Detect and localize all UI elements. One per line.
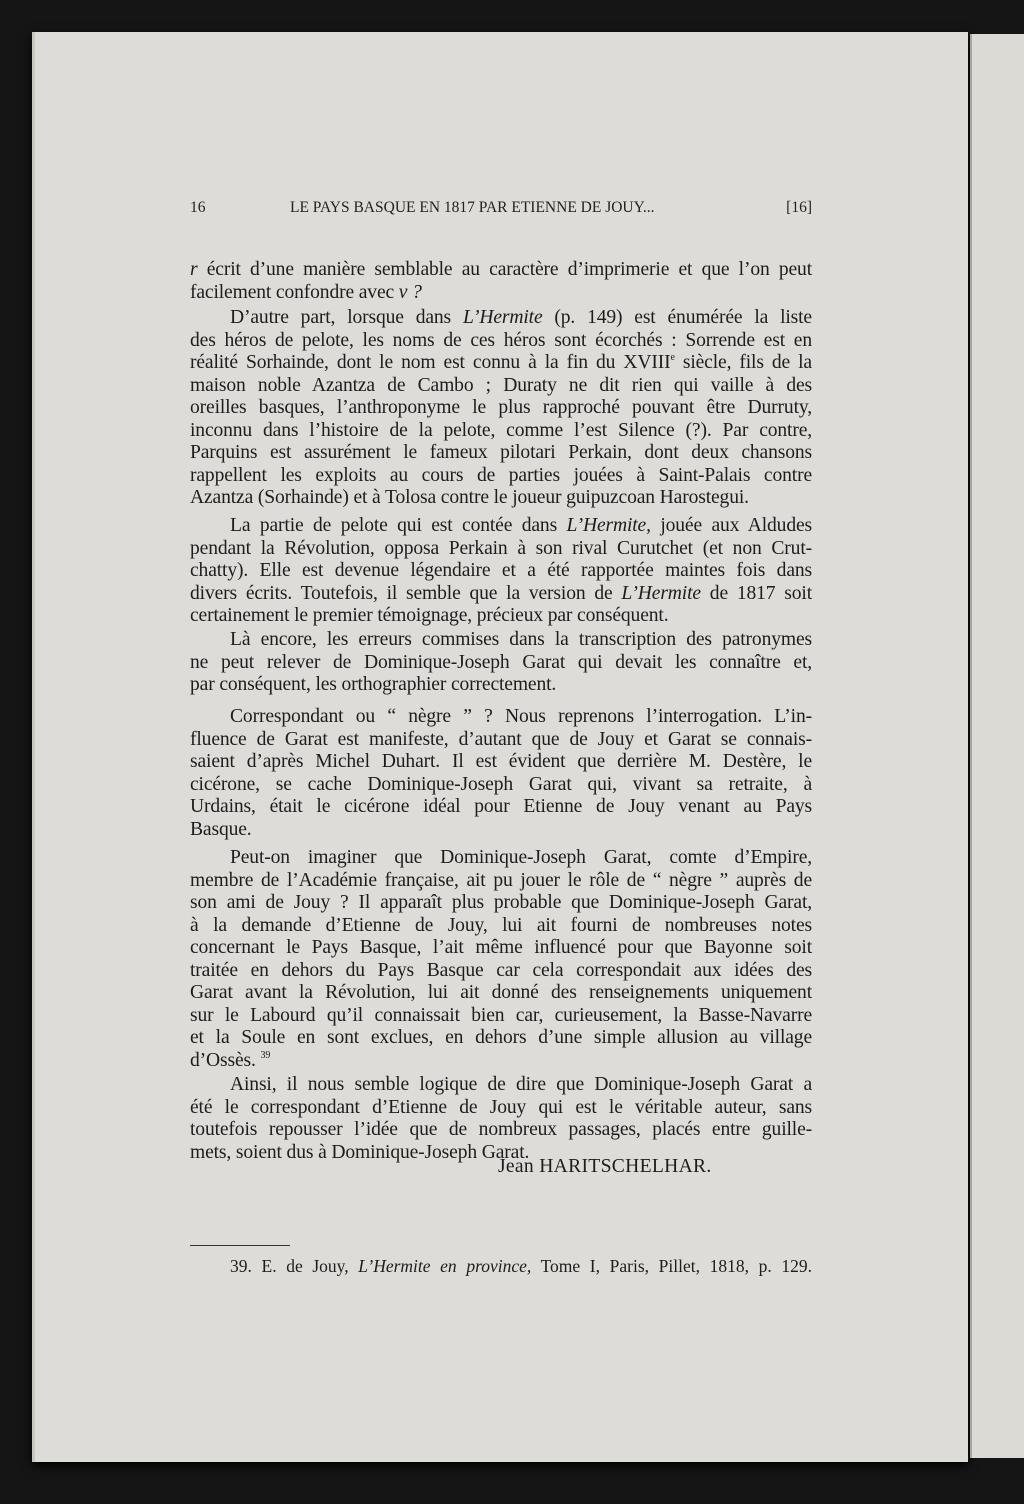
text-line [190, 1119, 812, 1142]
text-run: écrit d’une manière semblable au caractère d’imprimerie et que l’on peut [197, 259, 812, 280]
text-line [190, 870, 812, 893]
paragraph [190, 259, 812, 304]
text-line [190, 605, 812, 628]
running-title: LE PAYS BASQUE EN 1817 PAR ETIENNE DE JOUY... [290, 199, 655, 216]
text-run: Peut-on imaginer que Dominique-Joseph Garat, comte d’Empire, [230, 847, 812, 868]
text-run: à la demande d’Etienne de Jouy, lui ait fourni de nombreuses notes [190, 914, 812, 936]
text-run: 39. E. de Jouy, [230, 1256, 359, 1276]
text-run: membre de l’Académie française, ait pu jouer le rôle de “ nègre ” auprès de [190, 869, 812, 891]
text-line [190, 674, 812, 697]
text-line [190, 892, 812, 915]
text-line [190, 796, 812, 819]
text-run: D’autre part, lorsque dans [230, 307, 463, 328]
text-run: été le correspondant d’Etienne de Jouy qui est le véritable auteur, sans [190, 1096, 812, 1118]
page-reference: [16] [786, 199, 812, 216]
superscript: 39 [260, 1049, 271, 1061]
text-run: Là encore, les erreurs commises dans la transcription des patronymes [230, 629, 812, 650]
text-run: Tome I, Paris, Pillet, 1818, p. 129. [531, 1256, 812, 1276]
paragraph [190, 629, 812, 697]
text-run: inconnu dans l’histoire de la pelote, comme l’est Silence (?). Par contre, [190, 419, 812, 441]
text-run: jouée aux Aldudes [650, 515, 812, 536]
text-run: Correspondant ou “ nègre ” ? Nous reprenons l’interrogation. L’in- [230, 706, 812, 727]
author-signature: Jean HARITSCHELHAR. [498, 1156, 712, 1177]
paragraph [190, 1074, 812, 1164]
text-line [190, 1050, 812, 1073]
text-line [190, 1027, 812, 1050]
text-line [190, 706, 812, 729]
italic-text: r [190, 259, 198, 280]
footnote [230, 1256, 812, 1277]
text-run: réalité Sorhainde, dont le nom est connu à la fin du XVIII [190, 352, 671, 373]
text-run: ne peut relever de Dominique-Joseph Garat qui devait les connaître et, [190, 651, 812, 673]
text-line [190, 729, 812, 752]
paragraph [190, 847, 812, 1072]
text-line [190, 937, 812, 960]
italic-text: v ? [398, 281, 422, 303]
paragraph [190, 515, 812, 628]
text-line [190, 259, 812, 282]
text-line [190, 847, 812, 870]
text-run: traitée en dehors du Pays Basque car cela correspondait aux idées des [190, 959, 812, 981]
text-run: mets, soient dus à Dominique-Joseph Garat. [190, 1141, 530, 1163]
text-run: pendant la Révolution, opposa Perkain à son rival Curutchet (et non Crut- [190, 537, 812, 559]
text-line [190, 352, 812, 375]
italic-text: L’Hermite [462, 307, 543, 328]
text-run: chatty). Elle est devenue légendaire et a été rapportée maintes fois dans [190, 560, 812, 581]
text-line [190, 282, 812, 305]
text-line [190, 375, 812, 398]
text-line [190, 515, 812, 538]
text-line [190, 982, 812, 1005]
text-run: certainement le premier témoignage, précieux par conséquent. [190, 605, 669, 626]
text-run: facilement confondre avec [190, 281, 399, 303]
text-run: de 1817 soit [700, 582, 812, 604]
text-run: La partie de pelote qui est contée dans [230, 515, 567, 536]
text-run: Garat avant la Révolution, lui ait donné des renseignements uniquement [190, 982, 812, 1003]
italic-text: L’Hermite, [566, 515, 651, 536]
text-line [190, 330, 812, 353]
text-run: Ainsi, il nous semble logique de dire que Dominique-Joseph Garat a [230, 1074, 812, 1095]
italic-text: L’Hermite [621, 582, 701, 604]
text-line [190, 1097, 812, 1120]
text-run: son ami de Jouy ? Il apparaît plus probable que Dominique-Joseph Garat, [190, 892, 812, 913]
text-run: Basque. [190, 818, 252, 840]
text-line [190, 538, 812, 561]
text-line [190, 774, 812, 797]
text-run: d’Ossès. [190, 1049, 261, 1071]
text-line [190, 420, 812, 443]
text-line [190, 915, 812, 938]
text-line [190, 751, 812, 774]
text-run: saient d’après Michel Duhart. Il est évident que derrière M. Destère, le [190, 751, 812, 772]
text-line [190, 307, 812, 330]
text-run: oreilles basques, l’anthroponyme le plus rapproché pouvant être Durruty, [190, 397, 812, 418]
text-run: Urdains, était le cicérone idéal pour Etienne de Jouy venant au Pays [190, 796, 812, 817]
text-line [190, 819, 812, 842]
text-line [190, 652, 812, 675]
text-run: siècle, fils de la [674, 352, 812, 373]
text-line [190, 397, 812, 420]
text-line [190, 487, 812, 510]
text-run: fluence de Garat est manifeste, d’autant que de Jouy et Garat se connais- [190, 728, 812, 750]
text-run: toutefois repousser l’idée que de nombreux passages, placés entre guille- [190, 1119, 812, 1140]
text-line [190, 629, 812, 652]
text-line [190, 1005, 812, 1028]
page-number: 16 [190, 199, 206, 216]
facing-page-edge [970, 34, 1024, 1458]
running-header [190, 199, 812, 221]
footnote-rule [190, 1245, 290, 1246]
text-run: Parquins est assurément le fameux pilotari Perkain, dont deux chansons [190, 442, 812, 463]
text-line [190, 560, 812, 583]
text-run: sur le Labourd qu’il connaissait bien car, curieusement, la Basse-Navarre [190, 1004, 812, 1026]
text-run: Azantza (Sorhainde) et à Tolosa contre le joueur guipuzcoan Harostegui. [190, 487, 749, 508]
text-run: rappellent les exploits au cours de parties jouées à Saint-Palais contre [190, 464, 812, 486]
text-line [190, 583, 812, 606]
paragraph [190, 307, 812, 510]
text-run: cicérone, se cache Dominique-Joseph Garat qui, vivant sa retraite, à [190, 773, 812, 795]
text-line [190, 1074, 812, 1097]
superscript: e [670, 352, 675, 363]
text-run: (p. 149) est énumérée la liste [542, 307, 812, 328]
text-run: et la Soule en sont exclues, en dehors d’une simple allusion au village [190, 1027, 812, 1048]
text-line [190, 960, 812, 983]
text-run: divers écrits. Toutefois, il semble que la version de [190, 582, 622, 604]
text-run: maison noble Azantza de Cambo ; Duraty ne dit rien qui vaille à des [190, 374, 812, 396]
text-line [190, 442, 812, 465]
text-run: concernant le Pays Basque, l’ait même influencé pour que Bayonne soit [190, 937, 812, 958]
paragraph [190, 706, 812, 841]
text-line [190, 465, 812, 488]
text-run: par conséquent, les orthographier correctement. [190, 674, 557, 695]
text-run: des héros de pelote, les noms de ces héros sont écorchés : Sorrende est en [190, 329, 812, 351]
italic-text: L’Hermite en province, [358, 1256, 532, 1276]
